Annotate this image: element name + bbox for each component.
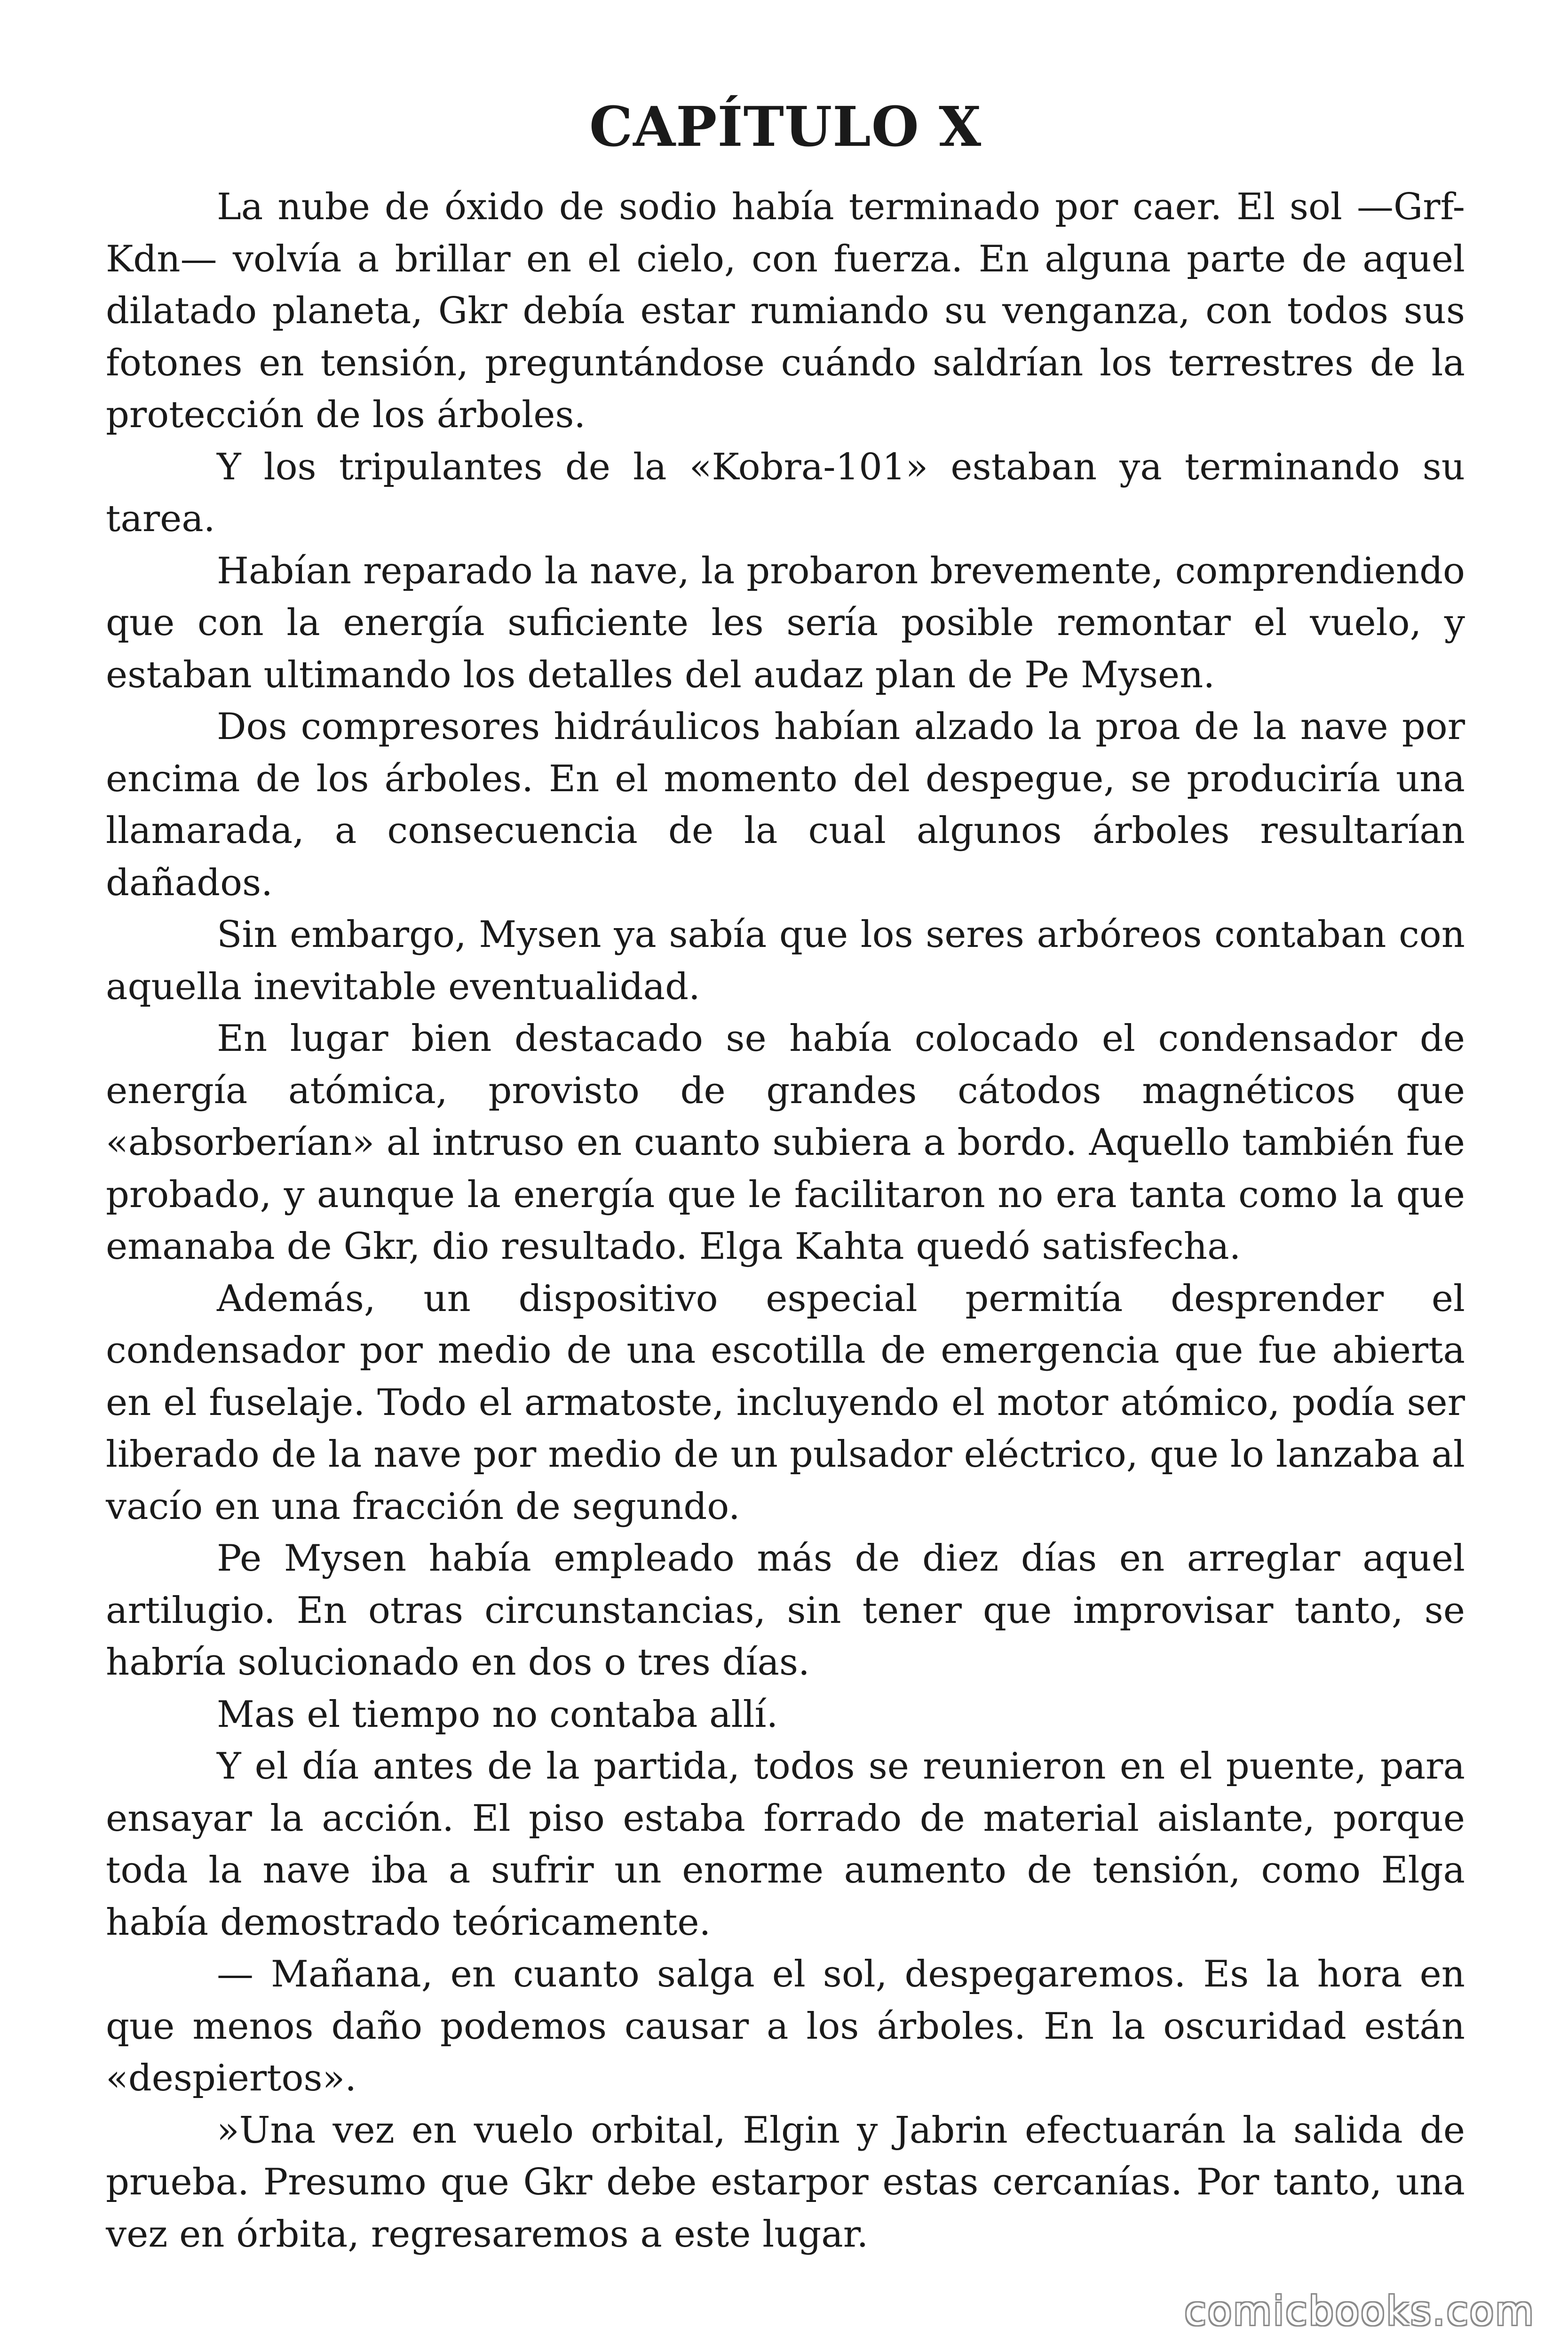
- paragraph: Además, un dispositivo especial permitía desprender el condensador por medio de una escotilla de emergencia que fue abierta en el fuselaje. Todo el armatoste, incluyendo el motor atómico, podía ser liberado de la nave por medio de un pulsador eléctrico, que lo lanzaba al vacío en una fracción de segundo.: [106, 1277, 1465, 1528]
- watermark: comicbooks.com: [1184, 2288, 1535, 2334]
- paragraph: »Una vez en vuelo orbital, Elgin y Jabrin efectuarán la salida de prueba. Presumo que Gkr debe estarpor estas cercanías. Por tanto, una vez en órbita, regresaremos a este lugar.: [106, 2109, 1465, 2256]
- book-page: [106, 92, 1465, 2260]
- paragraph: Dos compresores hidráulicos habían alzado la proa de la nave por encima de los árboles. En el momento del despegue, se produciría una llamarada, a consecuencia de la cual algunos árboles resultarían dañados.: [106, 706, 1465, 904]
- chapter-body: [106, 181, 1465, 2260]
- paragraph: — Mañana, en cuanto salga el sol, despegaremos. Es la hora en que menos daño podemos causar a los árboles. En la oscuridad están «despiertos».: [106, 1953, 1465, 2099]
- paragraph: Habían reparado la nave, la probaron brevemente, comprendiendo que con la energía suficiente les sería posible remontar el vuelo, y estaban ultimando los detalles del audaz plan de Pe Mysen.: [106, 549, 1465, 696]
- paragraph: Sin embargo, Mysen ya sabía que los seres arbóreos contaban con aquella inevitable eventualidad.: [106, 914, 1465, 1008]
- paragraph: Mas el tiempo no contaba allí.: [217, 1693, 778, 1736]
- paragraph: Pe Mysen había empleado más de diez días en arreglar aquel artilugio. En otras circunstancias, sin tener que improvisar tanto, se habría solucionado en dos o tres días.: [106, 1537, 1465, 1684]
- chapter-title: CAPÍTULO X: [589, 95, 982, 159]
- paragraph: La nube de óxido de sodio había terminado por caer. El sol —Grf-Kdn— volvía a brillar en el cielo, con fuerza. En alguna parte de aquel dilatado planeta, Gkr debía estar rumiando su venganza, con todos sus fotones en tensión, preguntándose cuándo saldrían los terrestres de la protección de los árboles.: [106, 186, 1465, 436]
- paragraph: En lugar bien destacado se había colocado el condensador de energía atómica, provisto de grandes cátodos magnéticos que «absorberían» al intruso en cuanto subiera a bordo. Aquello también fue probado, y aunque la energía que le facilitaron no era tanta como la que emanaba de Gkr, dio resultado. Elga Kahta quedó satisfecha.: [106, 1017, 1465, 1268]
- paragraph: Y los tripulantes de la «Kobra-101» estaban ya terminando su tarea.: [106, 445, 1465, 540]
- paragraph: Y el día antes de la partida, todos se reunieron en el puente, para ensayar la acción. El piso estaba forrado de material aislante, porque toda la nave iba a sufrir un enorme aumento de tensión, como Elga había demostrado teóricamente.: [106, 1745, 1465, 1944]
